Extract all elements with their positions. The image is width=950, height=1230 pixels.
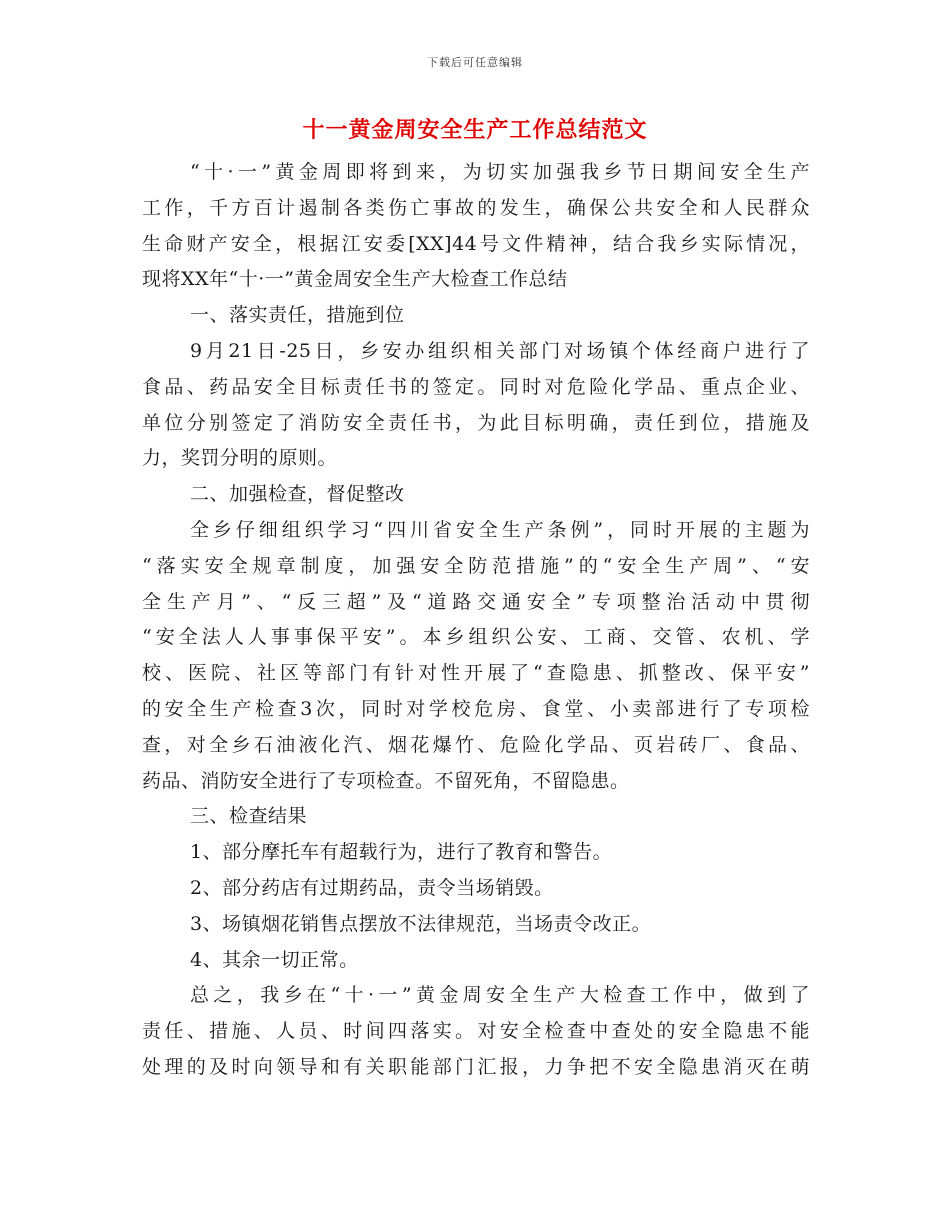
text-line: “十·一”黄金周即将到来，为切实加强我乡节日期间安全生产 bbox=[190, 161, 810, 183]
text-line: 生命财产安全，根据江安委[XX]44号文件精神，结合我乡实际情况， bbox=[142, 232, 810, 255]
text-line: 的安全生产检查3次，同时对学校危房、食堂、小卖部进行了专项检 bbox=[142, 697, 810, 720]
text-line: 总之，我乡在“十·一”黄金周安全生产大检查工作中，做到了 bbox=[190, 984, 810, 1007]
text-line: 食品、药品安全目标责任书的签定。同时对危险化学品、重点企业、 bbox=[142, 375, 810, 398]
text-line: 4、其余一切正常。 bbox=[190, 948, 359, 971]
text-line: 三、检查结果 bbox=[190, 805, 308, 828]
document-title: 十一黄金周安全生产工作总结范文 bbox=[302, 118, 648, 143]
text-line: 单位分别签定了消防安全责任书，为此目标明确，责任到位，措施及 bbox=[142, 411, 810, 434]
document-body bbox=[142, 155, 810, 1086]
text-line: 3、场镇烟花销售点摆放不法律规范，当场责令改正。 bbox=[190, 912, 652, 935]
text-line: 药品、消防安全进行了专项检查。不留死角，不留隐患。 bbox=[142, 769, 630, 792]
text-line: 校、医院、社区等部门有针对性开展了“查隐患、抓整改、保平安” bbox=[142, 662, 810, 685]
text-line: 全乡仔细组织学习“四川省安全生产条例”，同时开展的主题为 bbox=[190, 518, 810, 541]
text-line: 二、加强检查，督促整改 bbox=[190, 483, 405, 506]
text-line: 9月21日-25日，乡安办组织相关部门对场镇个体经商户进行了 bbox=[190, 339, 810, 362]
text-line: 现将XX年“十·一”黄金周安全生产大检查工作总结 bbox=[142, 268, 568, 291]
text-line: 处理的及时向领导和有关职能部门汇报，力争把不安全隐患消灭在萌 bbox=[142, 1055, 810, 1078]
text-line: 力，奖罚分明的原则。 bbox=[142, 447, 338, 470]
text-line: 工作，千方百计遏制各类伤亡事故的发生，确保公共安全和人民群众 bbox=[142, 196, 810, 219]
text-line: 全生产月”、“反三超”及“道路交通安全”专项整治活动中贯彻 bbox=[142, 590, 810, 613]
text-line: “安全法人人事事保平安”。本乡组织公安、工商、交管、农机、学 bbox=[142, 626, 810, 649]
text-line: 责任、措施、人员、时间四落实。对安全检查中查处的安全隐患不能 bbox=[142, 1020, 810, 1043]
header-note: 下载后可任意编辑 bbox=[427, 56, 523, 69]
text-line: 2、部分药店有过期药品，责令当场销毁。 bbox=[190, 876, 554, 899]
text-line: 查，对全乡石油液化汽、烟花爆竹、危险化学品、页岩砖厂、食品、 bbox=[142, 733, 810, 756]
text-line: 一、落实责任，措施到位 bbox=[190, 304, 405, 327]
text-line: “落实安全规章制度，加强安全防范措施”的“安全生产周”、“安 bbox=[142, 554, 810, 577]
text-line: 1、部分摩托车有超载行为，进行了教育和警告。 bbox=[190, 841, 613, 864]
